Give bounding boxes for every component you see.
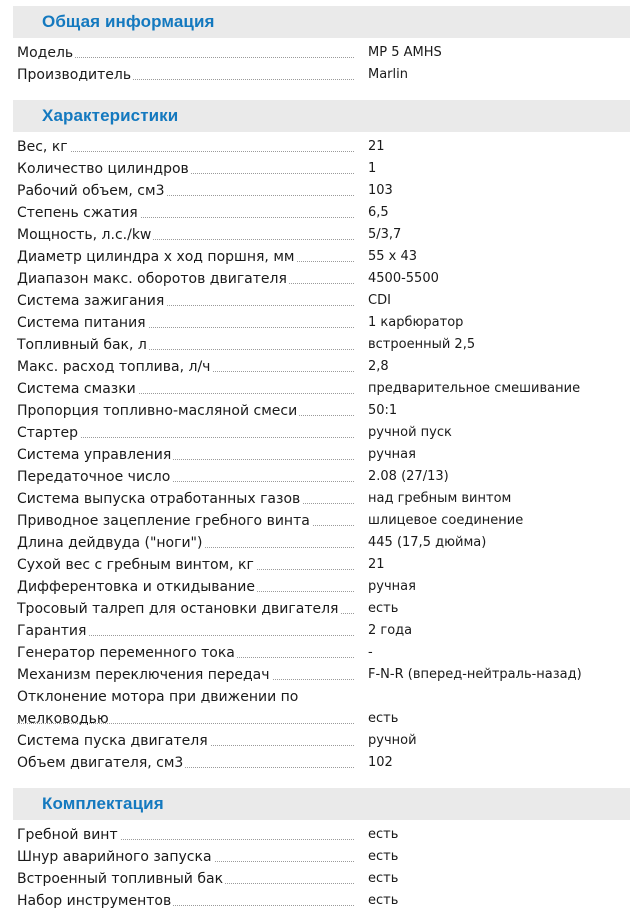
spec-label: Система пуска двигателя — [13, 733, 210, 749]
spec-label: Пропорция топливно-масляной смеси — [13, 403, 299, 419]
spec-value: есть — [368, 601, 399, 616]
spec-row — [13, 868, 630, 890]
spec-value: ручной — [368, 733, 417, 748]
section-title: Общая информация — [42, 12, 215, 31]
spec-label: Диапазон макс. оборотов двигателя — [13, 271, 289, 287]
spec-label: Встроенный топливный бак — [13, 871, 225, 887]
spec-value: MP 5 AMHS — [368, 45, 442, 60]
section-characteristics — [13, 100, 630, 774]
section-header — [13, 6, 630, 38]
spec-value: 2,8 — [368, 359, 389, 374]
spec-row — [13, 532, 630, 554]
spec-label: Система питания — [13, 315, 148, 331]
spec-value: есть — [368, 893, 399, 908]
spec-row — [13, 686, 630, 730]
spec-row — [13, 334, 630, 356]
spec-value: - — [368, 645, 373, 660]
spec-value: 102 — [368, 755, 393, 770]
spec-label: Система смазки — [13, 381, 138, 397]
spec-label: Гарантия — [13, 623, 88, 639]
spec-label: Модель — [13, 45, 75, 61]
section-equipment — [13, 788, 630, 912]
spec-label: Вес, кг — [13, 139, 70, 155]
spec-value: 2 года — [368, 623, 413, 638]
spec-value: предварительное смешивание — [368, 381, 581, 396]
spec-value: Marlin — [368, 67, 408, 82]
spec-value: 50:1 — [368, 403, 398, 418]
spec-list — [13, 820, 630, 912]
spec-label: Степень сжатия — [13, 205, 140, 221]
spec-label: Механизм переключения передач — [13, 667, 272, 683]
spec-row — [13, 890, 630, 912]
spec-label: Гребной винт — [13, 827, 120, 843]
spec-row — [13, 752, 630, 774]
spec-label: Набор инструментов — [13, 893, 173, 909]
spec-row — [13, 312, 630, 334]
spec-value: 21 — [368, 557, 385, 572]
spec-label: Сухой вес с гребным винтом, кг — [13, 557, 256, 573]
spec-label: Стартер — [13, 425, 80, 441]
spec-value: есть — [368, 711, 399, 726]
spec-value: 6,5 — [368, 205, 389, 220]
spec-label: Макс. расход топлива, л/ч — [13, 359, 212, 375]
section-title: Характеристики — [42, 106, 179, 125]
spec-value: 1 — [368, 161, 377, 176]
spec-value: встроенный 2,5 — [368, 337, 476, 352]
spec-value: 21 — [368, 139, 385, 154]
section-title: Комплектация — [42, 794, 164, 813]
spec-value: над гребным винтом — [368, 491, 512, 506]
spec-value: F-N-R (вперед-нейтраль-назад) — [368, 667, 582, 682]
spec-row — [13, 510, 630, 532]
spec-row — [13, 488, 630, 510]
spec-row — [13, 290, 630, 312]
spec-row — [13, 400, 630, 422]
spec-value: есть — [368, 827, 399, 842]
spec-value: есть — [368, 849, 399, 864]
spec-row — [13, 846, 630, 868]
spec-value: 2.08 (27/13) — [368, 469, 449, 484]
spec-row — [13, 246, 630, 268]
spec-label: Топливный бак, л — [13, 337, 149, 353]
spec-row-model — [13, 42, 630, 64]
section-header — [13, 100, 630, 132]
spec-label: Рабочий объем, см3 — [13, 183, 166, 199]
spec-value: шлицевое соединение — [368, 513, 524, 528]
spec-value: 445 (17,5 дюйма) — [368, 535, 487, 550]
spec-value: 1 карбюратор — [368, 315, 464, 330]
spec-value: есть — [368, 871, 399, 886]
spec-row — [13, 136, 630, 158]
spec-label: Система зажигания — [13, 293, 166, 309]
spec-row — [13, 202, 630, 224]
spec-row — [13, 378, 630, 400]
spec-label: Приводное зацепление гребного винта — [13, 513, 312, 529]
spec-value: ручная — [368, 579, 416, 594]
spec-label: Длина дейдвуда ("ноги") — [13, 535, 204, 551]
spec-row — [13, 180, 630, 202]
spec-label: Мощность, л.с./kw — [13, 227, 153, 243]
spec-list — [13, 132, 630, 774]
spec-row — [13, 642, 630, 664]
spec-label: Передаточное число — [13, 469, 172, 485]
spec-row — [13, 664, 630, 686]
spec-row — [13, 554, 630, 576]
spec-row — [13, 620, 630, 642]
spec-row — [13, 422, 630, 444]
spec-label: Система управления — [13, 447, 173, 463]
spec-value: ручной пуск — [368, 425, 452, 440]
spec-label: Тросовый талреп для остановки двигателя — [13, 601, 340, 617]
spec-label: Система выпуска отработанных газов — [13, 491, 302, 507]
spec-row — [13, 824, 630, 846]
spec-row — [13, 576, 630, 598]
spec-row — [13, 598, 630, 620]
spec-label: Отклонение мотора при движении по мелководью — [17, 689, 299, 727]
spec-value: ручная — [368, 447, 416, 462]
spec-label: Генератор переменного тока — [13, 645, 237, 661]
spec-row — [13, 356, 630, 378]
spec-row — [13, 444, 630, 466]
spec-label: Количество цилиндров — [13, 161, 191, 177]
section-header — [13, 788, 630, 820]
spec-value: 103 — [368, 183, 393, 198]
spec-row — [13, 730, 630, 752]
spec-list — [13, 38, 630, 86]
spec-value: CDI — [368, 293, 391, 308]
spec-value: 5/3,7 — [368, 227, 402, 242]
spec-row — [13, 224, 630, 246]
spec-value: 4500-5500 — [368, 271, 439, 286]
spec-row — [13, 466, 630, 488]
spec-row — [13, 268, 630, 290]
spec-label: Объем двигателя, см3 — [13, 755, 185, 771]
section-general-info — [13, 6, 630, 86]
spec-row-manufacturer — [13, 64, 630, 86]
spec-label: Дифферентовка и откидывание — [13, 579, 257, 595]
spec-label: Диаметр цилиндра x ход поршня, мм — [13, 249, 296, 265]
spec-label: Производитель — [13, 67, 133, 83]
spec-value: 55 x 43 — [368, 249, 418, 264]
spec-label: Шнур аварийного запуска — [13, 849, 214, 865]
spec-row — [13, 158, 630, 180]
